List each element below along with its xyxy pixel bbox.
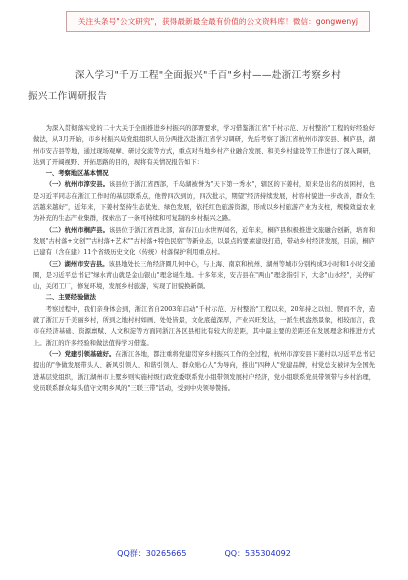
report-title-line2: 振兴工作调研报告 — [28, 91, 108, 102]
section2-item1-lead: （一）党建引领基础好。 — [45, 350, 116, 358]
section2-heading: 二、主要经验做法 — [45, 294, 96, 302]
section1-item3-text: 该县地处长三角经济圈几何中心，与上海、南京和杭州、湖州等城市分别构成3小时和1小时交通圈，是习近平总书记"绿水青山就是金山银山"理念诞生地。十多年来，安吉县在"两山"理念指引下，大念"山水经"，关停矿山，关闭工厂，修复环境，发展乡村旅游，实现了旧貌换新颜。 — [33, 260, 376, 291]
promo-banner — [66, 11, 370, 32]
section1-item1 — [33, 179, 375, 224]
promo-banner-text: 关注头条号"公文研究"，获得最新最全最有价值的公文资料库！微信：gongwenyj — [77, 17, 359, 26]
section1-heading: 一、考察地区基本情况 — [45, 170, 109, 178]
intro-paragraph: 为深入贯彻落实党的二十大关于全面推进乡村振兴的部署要求，学习借鉴浙江省"千村示范、万村整治"工程的好经验好做法，从3月开始，市乡村振兴局党组组织人员分两批次赴浙江省学习调研，先后考察了浙江省杭州市淳安县、桐庐县，湖州市安吉县等地，通过现场观摩、研讨交流等方式，重点对当地乡村产业融合发展、和美乡村建设等工作进行了深入调研，达到了开阔视野、开拓思路的目的，现将有关情况报告如下： — [33, 125, 375, 166]
footer-qq: QQ：535304092 — [224, 548, 291, 558]
section1-item2-lead: （二）杭州市桐庐县。 — [45, 226, 109, 234]
section1-item3 — [33, 259, 375, 293]
section2-item1 — [33, 349, 375, 394]
section1-item1-lead: （一）杭州市淳安县。 — [45, 181, 110, 189]
contact-footer — [0, 545, 408, 561]
section2-item1-text: 在浙江各地，都注重将党建贯穿乡村振兴工作的全过程，杭州市淳安县下姜村以习近平总书记提出的"争做发展带头人、新风引领人、和谐引领人、群众贴心人"为导向，推出"四种人"党建品牌，村党总支被评为全国先进基层党组织，浙江湖州市上墅乡则实施村级行政党委联系党小组带领发展村户经济，党小组联系党员带领带与乡村治理，党员联系群众每头值守文明乡风的"三联三带"活动，受到中央领导赞扬。 — [33, 350, 376, 392]
report-title-line1: 深入学习"千万工程"全面振兴"千百"乡村——赴浙江考察乡村 — [74, 70, 342, 81]
report-body — [33, 123, 375, 394]
section1-item2 — [33, 225, 375, 259]
section2-paragraph: 考察过程中，我们亲身体会到，浙江省自2003年启动"千村示范、万村整治"工程以来，20年持之以恒、锲而不舍，造就了浙江万千美丽乡村，所到之地村村如画、处处皆景，文化底蕴深厚，产业兴旺发达，一派生机盎然景象，相较而言，我市在经济基础、资源禀赋、人文积淀等方面同浙江各区县相比有较大的差距，其中最主要的差距还在发展理念和推进方式上。浙江的许多经验和做法值得学习借鉴。 — [33, 305, 375, 347]
section1-item2-text: 该县位于浙江省西北部，富春江山水世界闻名，近年来，桐庐县积极推进文旅融合创新，培育和发展"古村落+文创""古村落+艺术""古村落+特色民宿"等新业态，以景点的要素建设打造，带动乡村经济发展，目前，桐庐已建有（含在建）11个省级历史文化（传统）村落保护利用重点村。 — [33, 226, 376, 257]
section1-item1-text: 该县位于浙江省西部，千岛湖被誉为"天下第一秀水"，辖区的下姜村，原来是出名的贫困村，也是习近平同志在浙江工作时的基层联系点，他曾四次到访，四次批示，期望"经济持续发展，村容村貌进一步改善，群众生活越来越好"，近年来，下姜村坚持生态优先、绿色发展，依托红色旅游资源，形成以乡村旅游产业为支柱，规模效益农业为补充的生态产业集群，探索出了一条可持续和可复制的乡村振兴之路。 — [33, 181, 376, 223]
footer-qq-group: QQ群：30265665 — [117, 548, 187, 558]
section1-item3-lead: （三）湖州市安吉县。 — [45, 260, 109, 268]
